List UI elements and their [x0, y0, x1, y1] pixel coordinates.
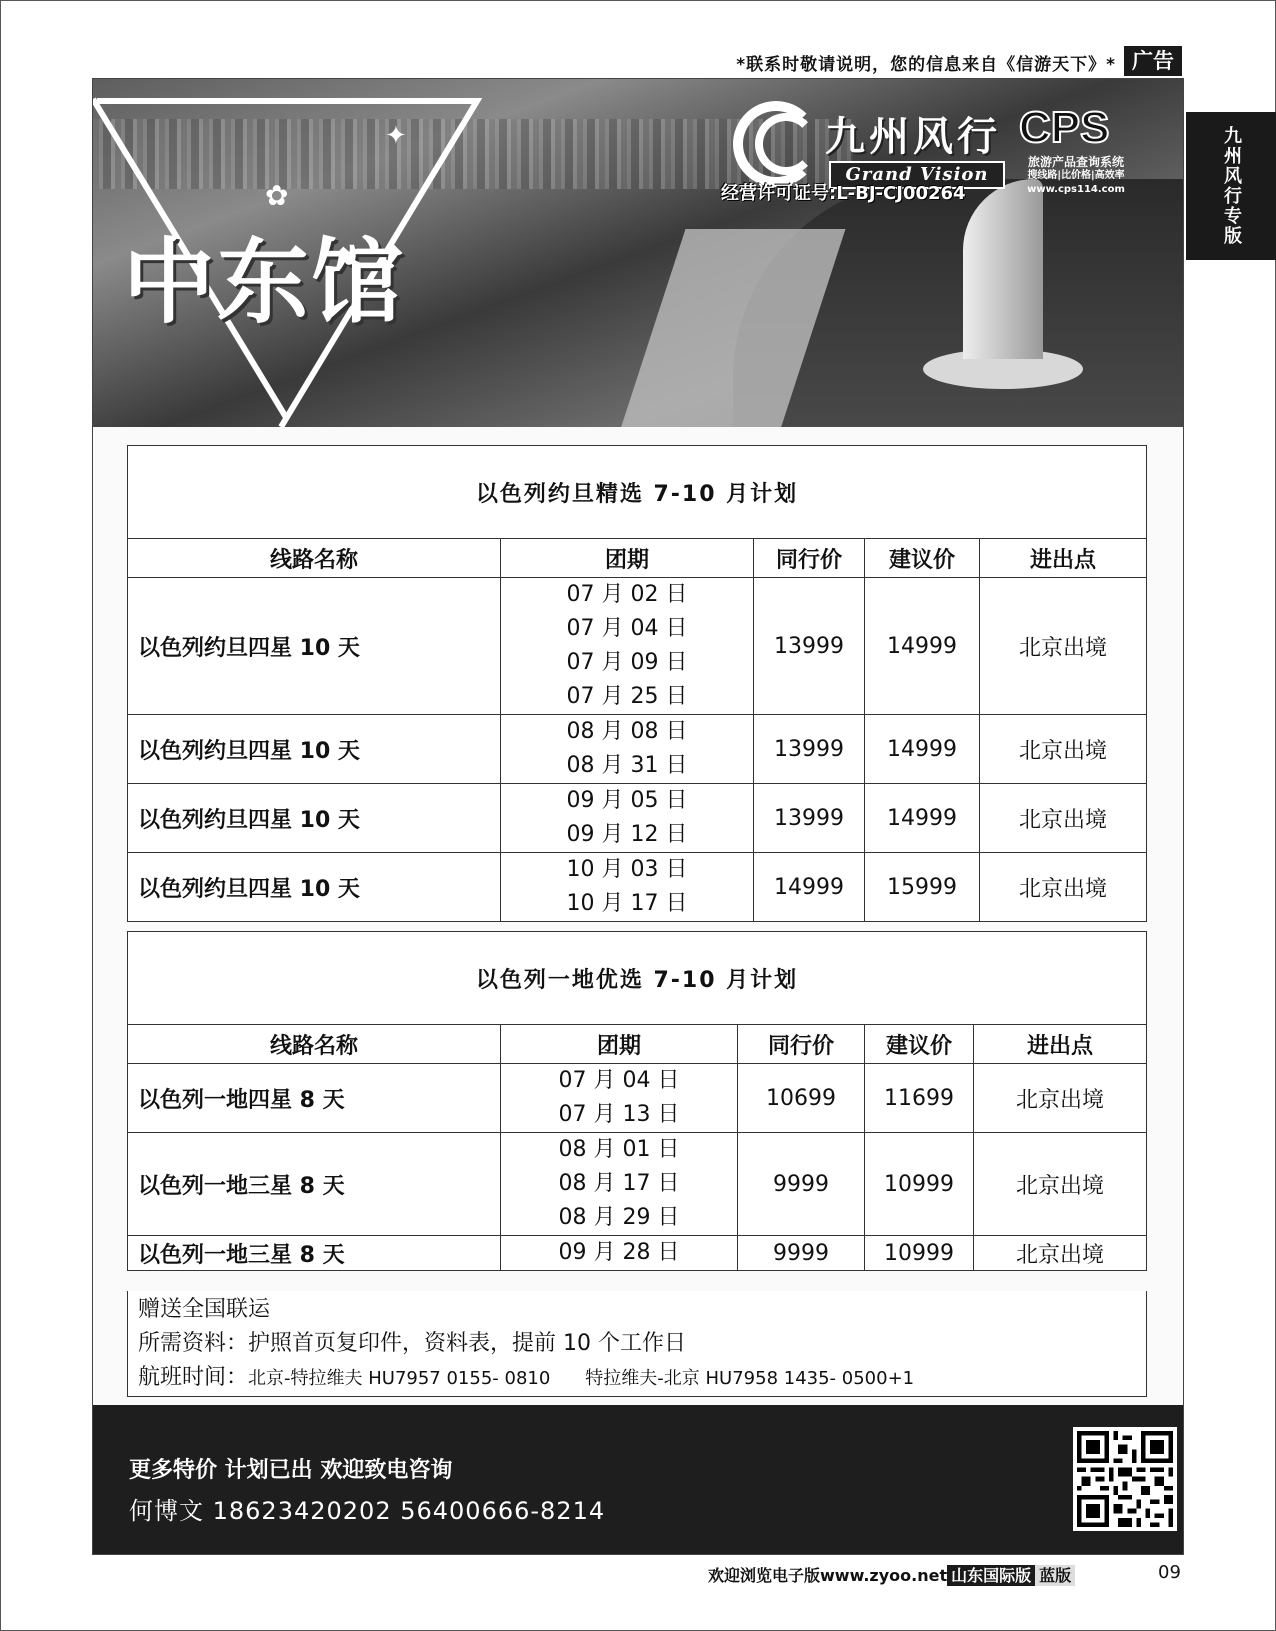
peer-price: 13999: [754, 715, 865, 784]
tour-date: 08 月 08 日: [566, 719, 688, 744]
flight-return: 特拉维夫-北京 HU7958 1435- 0500+1: [585, 1368, 915, 1389]
tour-date: 07 月 04 日: [566, 616, 688, 641]
departure-port: 北京出境: [980, 578, 1147, 715]
contact-info: 何博文 18623420202 56400666-8214: [129, 1497, 606, 1525]
tour-date: 08 月 29 日: [558, 1205, 680, 1230]
side-tab-label: 九州风行专版: [1221, 126, 1242, 246]
suggested-price: 14999: [865, 715, 980, 784]
table-row: [128, 1064, 1147, 1133]
website-text: 欢迎浏览电子版www.zyoo.net: [708, 1566, 948, 1585]
advertisement: [92, 78, 1184, 1555]
suggested-price: 10999: [865, 1133, 974, 1236]
peer-price: 13999: [754, 784, 865, 853]
route-name: 以色列约旦四星 10 天: [128, 784, 501, 853]
column-header: 线路名称: [128, 1025, 501, 1064]
tour-date: 08 月 31 日: [566, 753, 688, 778]
edition-line: [708, 1563, 1075, 1586]
column-header: 建议价: [865, 1025, 974, 1064]
note-line: 所需资料：护照首页复印件，资料表，提前 10 个工作日: [138, 1331, 686, 1356]
suggested-price: 14999: [865, 784, 980, 853]
tour-date: 10 月 17 日: [566, 891, 688, 916]
route-name: 以色列一地三星 8 天: [128, 1236, 501, 1271]
tour-dates: [501, 578, 754, 715]
tour-dates: [501, 715, 754, 784]
table-header-row: [128, 1025, 1147, 1064]
column-header: 建议价: [865, 539, 980, 578]
departure-port: 北京出境: [974, 1236, 1147, 1271]
column-header: 同行价: [754, 539, 865, 578]
route-name: 以色列约旦四星 10 天: [128, 578, 501, 715]
peer-price: 14999: [754, 853, 865, 922]
color-badge: 蓝版: [1035, 1565, 1075, 1586]
tour-dates: [501, 1133, 738, 1236]
side-tab: [1186, 112, 1276, 260]
ad-tag: 广告: [1124, 46, 1182, 76]
table-header-row: [128, 539, 1147, 578]
note-line: 赠送全国联运: [138, 1297, 271, 1322]
route-name: 以色列约旦四星 10 天: [128, 853, 501, 922]
tour-dates: [501, 1064, 738, 1133]
route-name: 以色列一地四星 8 天: [128, 1064, 501, 1133]
tour-date: 10 月 03 日: [566, 857, 688, 882]
column-header: 同行价: [738, 1025, 865, 1064]
israel-only-table: [127, 931, 1147, 1271]
peer-price: 13999: [754, 578, 865, 715]
tour-date: 08 月 01 日: [558, 1137, 680, 1162]
tour-dates: [501, 853, 754, 922]
logo-english: Grand Vision: [829, 161, 1005, 189]
table-title: 以色列约旦精选 7-10 月计划: [128, 446, 1147, 539]
page-number: 09: [1158, 1562, 1181, 1583]
table-row: [128, 853, 1147, 922]
israel-jordan-table: [127, 445, 1147, 922]
table-row: [128, 784, 1147, 853]
source-note: *联系时敬请说明，您的信息来自《信游天下》*: [736, 55, 1116, 75]
logo-name: 九州风行: [825, 114, 1001, 160]
notes: [127, 1291, 1147, 1397]
route-name: 以色列一地三星 8 天: [128, 1133, 501, 1236]
banner-image: [93, 79, 1183, 427]
footer-slogan: 更多特价 计划已出 欢迎致电咨询: [129, 1458, 453, 1483]
flight-outbound: 北京-特拉维夫 HU7957 0155- 0810: [248, 1368, 551, 1389]
tour-date: 07 月 13 日: [558, 1102, 680, 1127]
cps-sub-line: 旅游产品查询系统: [1027, 155, 1124, 169]
suggested-price: 15999: [865, 853, 980, 922]
departure-port: 北京出境: [980, 853, 1147, 922]
table-title: 以色列一地优选 7-10 月计划: [128, 932, 1147, 1025]
cps-subtitle: [1021, 155, 1131, 197]
suggested-price: 14999: [865, 578, 980, 715]
tour-date: 07 月 09 日: [566, 650, 688, 675]
cps-sub-line: 搜线路|比价格|高效率: [1027, 170, 1125, 181]
peer-price: 9999: [738, 1236, 865, 1271]
departure-port: 北京出境: [974, 1064, 1147, 1133]
sparkle-icon: ✦: [385, 121, 407, 151]
tour-date: 09 月 05 日: [566, 788, 688, 813]
edition-badge: 山东国际版: [947, 1565, 1035, 1586]
column-header: 线路名称: [128, 539, 501, 578]
banner-title: 中东馆: [123, 229, 406, 336]
cps-logo: CPS: [1019, 103, 1110, 152]
departure-port: 北京出境: [980, 715, 1147, 784]
footer: [93, 1405, 1183, 1554]
peer-price: 9999: [738, 1133, 865, 1236]
tour-date: 07 月 25 日: [566, 684, 688, 709]
column-header: 进出点: [980, 539, 1147, 578]
tour-date: 07 月 04 日: [558, 1068, 680, 1093]
tour-date: 07 月 02 日: [566, 582, 688, 607]
departure-port: 北京出境: [980, 784, 1147, 853]
column-header: 进出点: [974, 1025, 1147, 1064]
flower-icon: ✿: [265, 179, 289, 212]
departure-port: 北京出境: [974, 1133, 1147, 1236]
table-row: [128, 715, 1147, 784]
flight-times: [138, 1361, 1136, 1396]
logo-swoosh-inner-icon: [755, 113, 817, 175]
tour-date: 08 月 17 日: [558, 1171, 680, 1196]
tour-date: 09 月 12 日: [566, 822, 688, 847]
column-header: 团期: [501, 539, 754, 578]
column-header: 团期: [501, 1025, 738, 1064]
table-row: [128, 1133, 1147, 1236]
tour-date: 09 月 28 日: [558, 1240, 680, 1265]
table-row: [128, 1236, 1147, 1271]
qr-code-icon[interactable]: [1073, 1427, 1177, 1531]
license-number: 经营许可证号:L-BJ-CJ00264: [721, 183, 966, 204]
tour-dates: [501, 1236, 738, 1271]
route-name: 以色列约旦四星 10 天: [128, 715, 501, 784]
suggested-price: 11699: [865, 1064, 974, 1133]
table-row: [128, 578, 1147, 715]
peer-price: 10699: [738, 1064, 865, 1133]
tour-dates: [501, 784, 754, 853]
cps-sub-line: www.cps114.com: [1027, 184, 1125, 195]
suggested-price: 10999: [865, 1236, 974, 1271]
flight-label: 航班时间：: [138, 1365, 249, 1390]
